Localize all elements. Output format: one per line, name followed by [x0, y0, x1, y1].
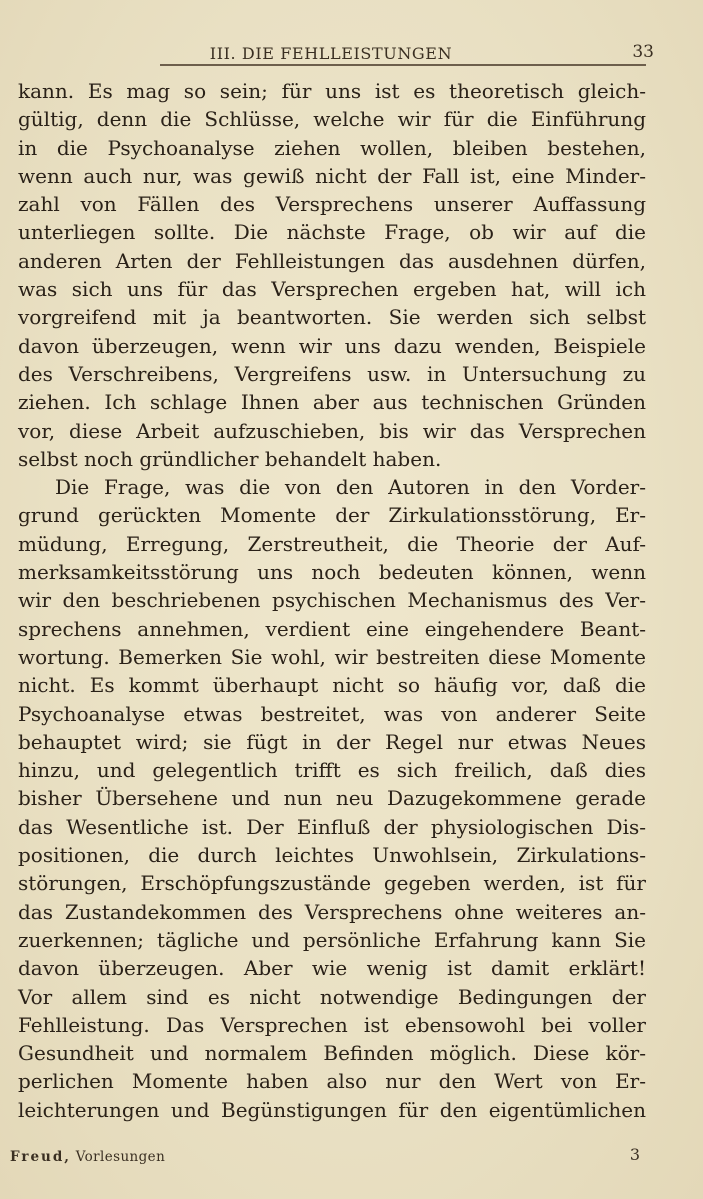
text-line: unterliegen sollte. Die nächste Frage, ob wir auf die [18, 220, 646, 245]
page-footer [10, 1145, 640, 1169]
page-number: 33 [632, 42, 654, 62]
text-line: das Zustandekommen des Versprechens ohne weiteres an- [18, 899, 646, 924]
text-line: ziehen. Ich schlage Ihnen aber aus technischen Gründen [18, 390, 646, 415]
text-line: vorgreifend mit ja beantworten. Sie werden sich selbst [18, 305, 646, 330]
text-line: des Verschreibens, Vergreifens usw. in Untersuchung zu [18, 361, 646, 386]
text-line: wortung. Bemerken Sie wohl, wir bestreiten diese Momente [18, 644, 646, 669]
paragraph-end-line: selbst noch gründlicher behandelt haben. [18, 446, 442, 471]
text-line: positionen, die durch leichtes Unwohlsein, Zirkulations- [18, 843, 646, 868]
text-line: grund gerückten Momente der Zirkulationsstörung, Er- [18, 503, 646, 528]
text-line: das Wesentliche ist. Der Einfluß der physiologischen Dis- [18, 814, 646, 839]
header-rule [160, 64, 646, 66]
signature-mark: 3 [629, 1145, 640, 1164]
text-line: vor, diese Arbeit aufzuschieben, bis wir das Versprechen [18, 418, 646, 443]
signature-title: Vorlesungen [75, 1149, 166, 1165]
text-line: Gesundheit und normalem Befinden möglich. Diese kör- [18, 1041, 646, 1066]
text-line: Fehlleistung. Das Versprechen ist ebensowohl bei voller [18, 1012, 646, 1037]
text-line: müdung, Erregung, Zerstreutheit, die Theorie der Auf- [18, 531, 646, 556]
text-line: bisher Übersehene und nun neu Dazugekommene gerade [18, 786, 646, 811]
text-line: wenn auch nur, was gewiß nicht der Fall ist, eine Minder- [18, 163, 646, 188]
text-line: in die Psychoanalyse ziehen wollen, bleiben bestehen, [18, 135, 646, 160]
text-line: kann. Es mag so sein; für uns ist es theoretisch gleich- [18, 79, 646, 103]
signature-author: Freud, [10, 1149, 72, 1165]
page-header [18, 40, 654, 66]
text-line: behauptet wird; sie fügt in der Regel nur etwas Neues [18, 729, 646, 754]
text-line: anderen Arten der Fehlleistungen das ausdehnen dürfen, [18, 248, 646, 273]
paragraph-start-line: Die Frage, was die von den Autoren in den Vorder- [55, 475, 646, 500]
text-line: sprechens annehmen, verdient eine eingehendere Beant- [18, 616, 646, 641]
text-line: leichterungen und Begünstigungen für den eigentümlichen [18, 1097, 646, 1122]
text-line: Vor allem sind es nicht notwendige Bedingungen der [18, 984, 646, 1009]
text-line: gültig, denn die Schlüsse, welche wir für die Einführung [18, 107, 646, 132]
text-line: störungen, Erschöpfungszustände gegeben werden, ist für [18, 871, 646, 896]
text-line: zahl von Fällen des Versprechens unserer Auffassung [18, 192, 646, 217]
text-line: davon überzeugen, wenn wir uns dazu wenden, Beispiele [18, 333, 646, 358]
text-line: davon überzeugen. Aber wie wenig ist damit erklärt! [18, 956, 646, 981]
text-line: hinzu, und gelegentlich trifft es sich freilich, daß dies [18, 758, 646, 783]
text-line: merksamkeitsstörung uns noch bedeuten können, wenn [18, 560, 646, 585]
text-line: was sich uns für das Versprechen ergeben hat, will ich [18, 277, 646, 302]
text-line: Psychoanalyse etwas bestreitet, was von anderer Seite [18, 701, 646, 726]
text-line: zuerkennen; tägliche und persönliche Erfahrung kann Sie [18, 927, 646, 952]
text-line: wir den beschriebenen psychischen Mechanismus des Ver- [18, 588, 646, 613]
book-signature [10, 1149, 165, 1165]
text-line: nicht. Es kommt überhaupt nicht so häufig vor, daß die [18, 673, 646, 698]
body-text [18, 77, 646, 1124]
running-head: III. DIE FEHLLEISTUNGEN [209, 44, 453, 63]
text-line: perlichen Momente haben also nur den Wert von Er- [18, 1069, 646, 1094]
